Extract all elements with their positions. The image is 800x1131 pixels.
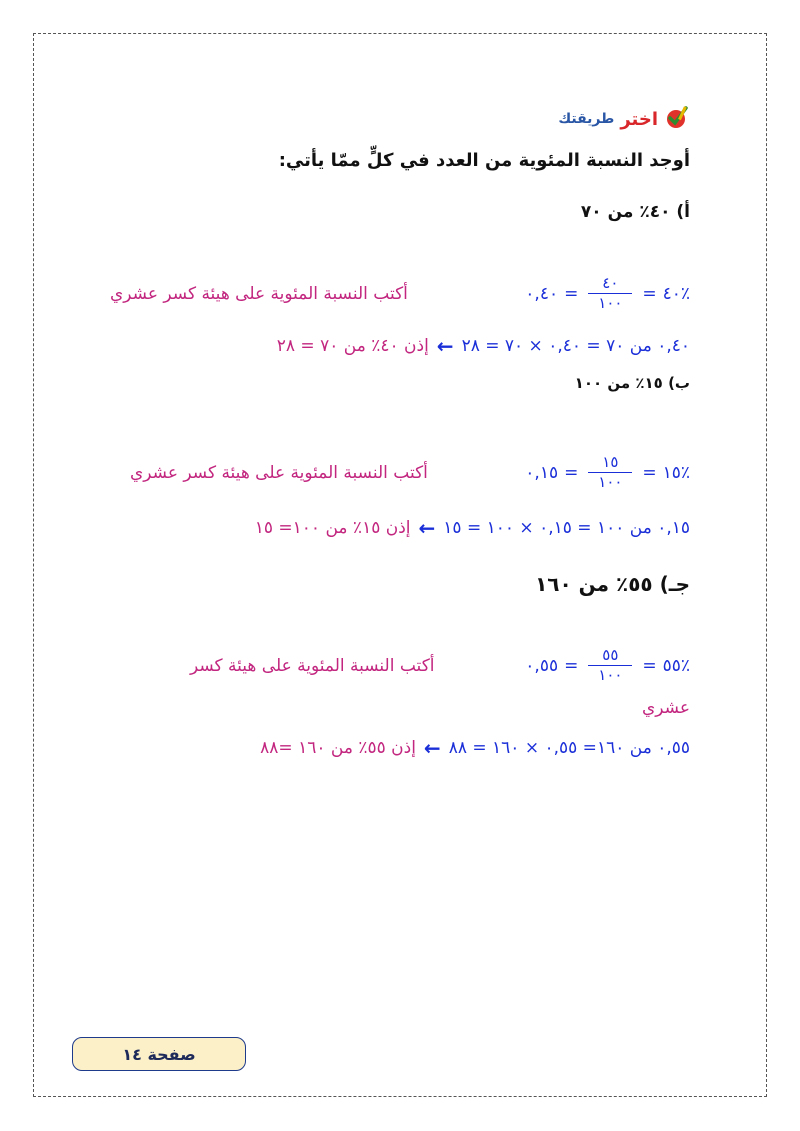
equation-line-a xyxy=(110,276,690,311)
note-c-continued: عشري xyxy=(642,698,690,718)
equation-line-c xyxy=(110,648,690,683)
percent-c: ٪٥٥ xyxy=(662,655,690,676)
calc-left-a: ٠,٤٠ من ٧٠ = ٠,٤٠ × ٧٠ = ٢٨ xyxy=(461,336,690,356)
note-b: أكتب النسبة المئوية على هيئة كسر عشري xyxy=(130,462,428,483)
calc-line-a xyxy=(110,334,690,358)
question-a: أ) ٤٠٪ من ٧٠ xyxy=(580,202,690,222)
fraction-b: $\frac{١٥}{١٠٠}$ xyxy=(588,455,632,490)
calc-right-a: إذن ٤٠٪ من ٧٠ = ٢٨ xyxy=(276,336,429,356)
page-frame xyxy=(33,33,767,1097)
checkmark-pencil-icon xyxy=(664,104,690,134)
fraction-a: $\frac{٤٠}{١٠٠}$ xyxy=(588,276,632,311)
section-header xyxy=(558,104,690,134)
arrow-left-icon: ← xyxy=(418,516,436,540)
calc-left-c: ٠,٥٥ من ١٦٠= ٠,٥٥ × ١٦٠ = ٨٨ xyxy=(448,738,690,758)
calc-line-b xyxy=(110,516,690,540)
fraction-equation-a: ٪٤٠ = $\frac{٤٠}{١٠٠}$ = ٠,٤٠ xyxy=(525,274,690,312)
decimal-a: ٠,٤٠ xyxy=(525,283,559,304)
question-b: ب) ١٥٪ من ١٠٠ xyxy=(574,374,690,392)
arrow-left-icon: ← xyxy=(423,736,441,760)
decimal-b: ٠,١٥ xyxy=(525,462,559,483)
equation-line-b xyxy=(110,455,690,490)
arrow-left-icon: ← xyxy=(436,334,454,358)
note-c: أكتب النسبة المئوية على هيئة كسر xyxy=(190,655,435,676)
percent-b: ٪١٥ xyxy=(662,462,690,483)
calc-line-c xyxy=(110,736,690,760)
page-number-badge: صفحة ١٤ xyxy=(72,1037,246,1071)
note-a: أكتب النسبة المئوية على هيئة كسر عشري xyxy=(110,283,408,304)
calc-right-c: إذن ٥٥٪ من ١٦٠ =٨٨ xyxy=(260,738,416,758)
calc-left-b: ٠,١٥ من ١٠٠ = ٠,١٥ × ١٠٠ = ١٥ xyxy=(443,518,690,538)
page-title: أوجد النسبة المئوية من العدد في كلٍّ ممّا يأتي: xyxy=(278,150,690,171)
fraction-c: $\frac{٥٥}{١٠٠}$ xyxy=(588,648,632,683)
percent-a: ٪٤٠ xyxy=(662,283,690,304)
header-word-choose: اختر xyxy=(620,108,658,130)
question-c: جـ) ٥٥٪ من ١٦٠ xyxy=(535,572,690,596)
fraction-equation-b: ٪١٥ = $\frac{١٥}{١٠٠}$ = ٠,١٥ xyxy=(525,453,690,491)
calc-right-b: إذن ١٥٪ من ١٠٠= ١٥ xyxy=(254,518,411,538)
decimal-c: ٠,٥٥ xyxy=(525,655,559,676)
fraction-equation-c: ٪٥٥ = $\frac{٥٥}{١٠٠}$ = ٠,٥٥ xyxy=(525,646,690,684)
header-word-method: طريقتك xyxy=(558,111,615,127)
